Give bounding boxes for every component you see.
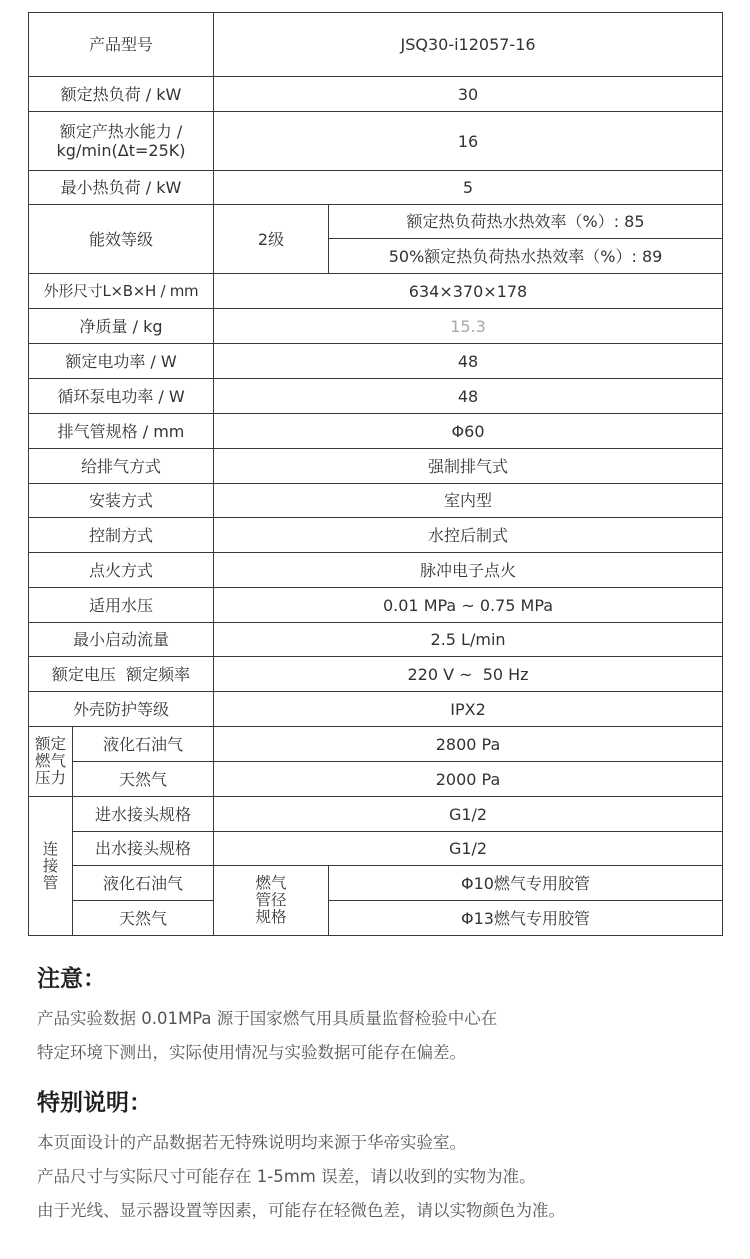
- group-label-char: 压力: [34, 769, 66, 787]
- spec-label: 液化石油气: [73, 866, 214, 901]
- spec-row-enclosure-protection: [29, 692, 723, 727]
- spec-value: 30: [214, 77, 723, 112]
- spec-label: 产品型号: [29, 13, 214, 77]
- spec-row-net-weight: [29, 309, 723, 344]
- spec-label-line: 额定产热水能力 /: [59, 122, 183, 141]
- spec-label: 循环泵电功率 / W: [29, 379, 214, 414]
- spec-label: 液化石油气: [73, 727, 214, 762]
- gas-pressure-group-label: [29, 727, 73, 797]
- spec-row-ignition: [29, 553, 723, 588]
- notice-line: 特定环境下测出，实际使用情况与实验数据可能存在偏差。: [37, 1043, 466, 1062]
- spec-label: 出水接头规格: [73, 832, 214, 866]
- rated-efficiency: 额定热负荷热水热效率（%）: 85: [329, 205, 723, 239]
- spec-row-rated-heat-load: [29, 77, 723, 112]
- group-label-char: 燃气: [255, 874, 287, 892]
- spec-value: 16: [214, 112, 723, 171]
- spec-label: 净质量 / kg: [29, 309, 214, 344]
- spec-label: 安装方式: [29, 484, 214, 518]
- spec-value: G1/2: [214, 797, 723, 832]
- group-label-char: 管径: [255, 891, 287, 909]
- spec-label: 点火方式: [29, 553, 214, 588]
- spec-value: Φ60: [214, 414, 723, 449]
- spec-label: 天然气: [73, 762, 214, 797]
- spec-label: 额定热负荷 / kW: [29, 77, 214, 112]
- spec-row-gas-pressure-natural: [29, 762, 723, 797]
- spec-label: 天然气: [73, 901, 214, 936]
- spec-label: 最小启动流量: [29, 623, 214, 657]
- spec-label: 外壳防护等级: [29, 692, 214, 727]
- special-note-title: 特别说明：: [37, 1090, 152, 1116]
- spec-value: Φ13燃气专用胶管: [329, 901, 723, 936]
- spec-row-gas-hose-natural: [29, 901, 723, 936]
- spec-value: 48: [214, 344, 723, 379]
- spec-value: G1/2: [214, 832, 723, 866]
- spec-label: 额定电功率 / W: [29, 344, 214, 379]
- spec-label: 排气管规格 / mm: [29, 414, 214, 449]
- spec-label: [29, 112, 214, 171]
- spec-value: 2800 Pa: [214, 727, 723, 762]
- spec-table: [28, 12, 723, 936]
- special-note-line: 本页面设计的产品数据若无特殊说明均来源于华帝实验室。: [37, 1133, 466, 1152]
- efficiency-grade: 2级: [214, 205, 329, 274]
- spec-value: 15.3: [214, 309, 723, 344]
- spec-row-dimensions: [29, 274, 723, 309]
- spec-value: Φ10燃气专用胶管: [329, 866, 723, 901]
- spec-row-gas-hose-lpg: [29, 866, 723, 901]
- spec-label: 额定电压 额定频率: [29, 657, 214, 692]
- notice-title: 注意：: [37, 966, 106, 992]
- spec-label-line: kg/min(Δt=25K): [56, 141, 186, 160]
- spec-row-min-start-flow: [29, 623, 723, 657]
- spec-value: 室内型: [214, 484, 723, 518]
- spec-value: 2000 Pa: [214, 762, 723, 797]
- spec-row-exhaust-method: [29, 449, 723, 484]
- spec-row-model: [29, 13, 723, 77]
- spec-label: 给排气方式: [29, 449, 214, 484]
- group-label-char: 规格: [255, 908, 287, 926]
- spec-value: 220 V ~ 50 Hz: [214, 657, 723, 692]
- group-label-char: 额定: [34, 735, 66, 753]
- spec-value: JSQ30-i12057-16: [214, 13, 723, 77]
- group-label-char: 管: [42, 873, 59, 892]
- spec-value: 水控后制式: [214, 518, 723, 553]
- spec-row-voltage-frequency: [29, 657, 723, 692]
- spec-row-water-pressure: [29, 588, 723, 623]
- spec-label: 适用水压: [29, 588, 214, 623]
- spec-row-gas-pressure-lpg: [29, 727, 723, 762]
- spec-label: 控制方式: [29, 518, 214, 553]
- special-note-section: [37, 1086, 717, 1228]
- spec-row-pump-power: [29, 379, 723, 414]
- spec-row-energy-efficiency: [29, 205, 723, 239]
- spec-row-installation: [29, 484, 723, 518]
- spec-value: 强制排气式: [214, 449, 723, 484]
- notice-section: [37, 962, 717, 1070]
- spec-row-control: [29, 518, 723, 553]
- spec-value: 5: [214, 171, 723, 205]
- spec-label: 最小热负荷 / kW: [29, 171, 214, 205]
- connections-group-label: [29, 797, 73, 936]
- gas-spec-group-label: [214, 866, 329, 936]
- spec-value: 0.01 MPa ~ 0.75 MPa: [214, 588, 723, 623]
- spec-value: 脉冲电子点火: [214, 553, 723, 588]
- spec-row-water-outlet: [29, 832, 723, 866]
- special-note-line: 由于光线、显示器设置等因素，可能存在轻微色差，请以实物颜色为准。: [37, 1201, 565, 1220]
- group-label-char: 连: [42, 839, 59, 858]
- special-note-line: 产品尺寸与实际尺寸可能存在 1-5mm 误差，请以收到的实物为准。: [37, 1167, 536, 1186]
- notice-line: 产品实验数据 0.01MPa 源于国家燃气用具质量监督检验中心在: [37, 1009, 498, 1028]
- group-label-char: 燃气: [34, 752, 66, 770]
- partial-efficiency: 50%额定热负荷热水热效率（%）: 89: [329, 239, 723, 274]
- spec-value: IPX2: [214, 692, 723, 727]
- spec-value: 2.5 L/min: [214, 623, 723, 657]
- spec-row-rated-power: [29, 344, 723, 379]
- spec-row-water-inlet: [29, 797, 723, 832]
- spec-label: 能效等级: [29, 205, 214, 274]
- spec-label: 进水接头规格: [73, 797, 214, 832]
- spec-value: 48: [214, 379, 723, 414]
- group-label-char: 接: [42, 856, 59, 875]
- spec-row-hot-water-capacity: [29, 112, 723, 171]
- spec-row-min-heat-load: [29, 171, 723, 205]
- spec-value: 634×370×178: [214, 274, 723, 309]
- spec-row-exhaust-pipe: [29, 414, 723, 449]
- spec-label: 外形尺寸L×B×H / mm: [29, 274, 214, 309]
